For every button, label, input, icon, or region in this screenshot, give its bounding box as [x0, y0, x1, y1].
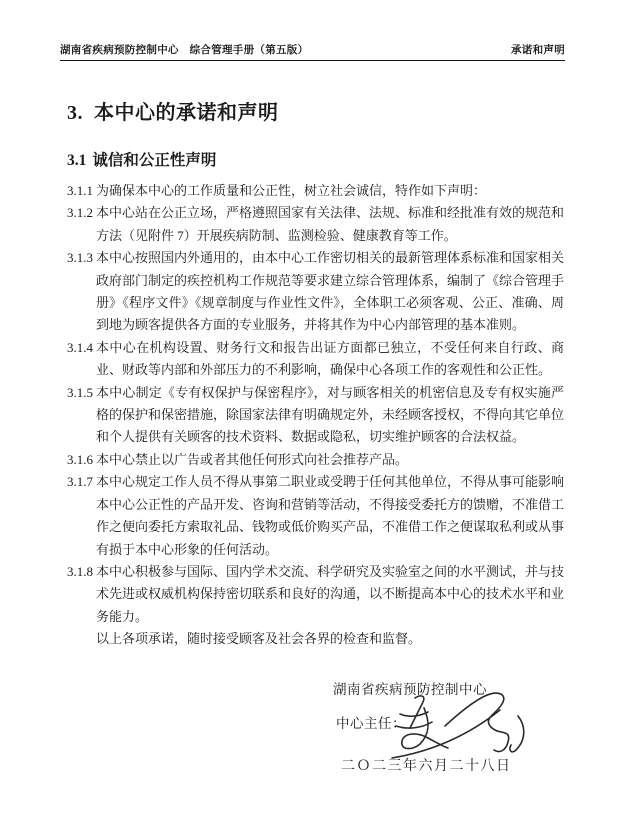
- item-text: 本中心禁止以广告或者其他任何形式向社会推荐产品。: [96, 451, 409, 467]
- director-signature-handwriting: [390, 688, 532, 764]
- section-heading-text: 诚信和公正性声明: [92, 152, 217, 169]
- chapter-title-text: 本中心的承诺和声明: [94, 102, 279, 124]
- declaration-item: [67, 449, 564, 471]
- signature-date: 二Ｏ二三年六月二十八日: [341, 759, 512, 774]
- page-header: [60, 42, 565, 61]
- item-number: 3.1.8: [67, 563, 93, 579]
- item-number: 3.1.5: [67, 384, 93, 400]
- closing-statement: 以上各项承诺，随时接受顾客及社会各界的检查和监督。: [96, 631, 422, 647]
- section-heading: [67, 151, 564, 171]
- declaration-item: [67, 180, 564, 202]
- item-number: 3.1.2: [67, 205, 93, 221]
- item-text: 本中心规定工作人员不得从事第二职业或受聘于任何其他单位，不得从事可能影响本中心公正性的产品开发、咨询和营销等活动，不得接受委托方的馈赠，不准借工作之便向委托方索取礼品、钱物或低价购买产品，不准借工作之便谋取私利或从事有损于本中心形象的任何活动。: [96, 474, 565, 557]
- signature-organization: 湖南省疾病预防控制中心: [333, 682, 487, 697]
- header-manual-title: 湖南省疾病预防控制中心 综合管理手册（第五版）: [60, 45, 309, 56]
- item-text: 本中心制定《专有权保护与保密程序》，对与顾客相关的机密信息及专有权实施严格的保护和保密措施，除国家法律有明确规定外，未经顾客授权，不得向其它单位和个人提供有关顾客的技术资料、数据或隐私，切实维护顾客的合法权益。: [96, 384, 565, 445]
- item-text: 为确保本中心的工作质量和公正性，树立社会诚信，特作如下声明：: [96, 183, 487, 198]
- section-number: 3.1: [67, 152, 87, 169]
- declaration-item: [67, 471, 564, 561]
- page-content: [67, 100, 564, 651]
- item-number: 3.1.3: [67, 250, 93, 266]
- header-chapter-label: 承诺和声明: [511, 45, 565, 56]
- chapter-title: [67, 100, 564, 126]
- item-text: 本中心在机构设置、财务行文和报告出证方面都已独立，不受任何来自行政、商业、财政等内部和外部压力的不利影响，确保中心各项工作的客观性和公正性。: [96, 339, 564, 378]
- declaration-item: [67, 337, 564, 382]
- declaration-item: [67, 247, 564, 337]
- chapter-number: 3.: [67, 102, 83, 124]
- item-text: 本中心积极参与国际、国内学术交流、科学研究及实验室之间的水平测试，并与技术先进或权威机构保持密切联系和良好的沟通，以不断提高本中心的技术水平和业务能力。: [96, 563, 565, 624]
- declaration-item: [67, 561, 564, 628]
- declaration-item: [67, 382, 564, 449]
- declaration-item: [67, 202, 564, 247]
- item-number: 3.1.1: [67, 183, 93, 198]
- item-number: 3.1.4: [67, 339, 93, 355]
- signature-role-label: 中心主任：: [336, 716, 406, 731]
- item-number: 3.1.6: [67, 451, 93, 467]
- item-text: 本中心站在公正立场，严格遵照国家有关法律、法规、标准和经批准有效的规范和方法（见附件 7）开展疾病防制、监测检验、健康教育等工作。: [96, 205, 565, 243]
- item-number: 3.1.7: [67, 474, 93, 490]
- item-text: 本中心按照国内外通用的，由本中心工作密切相关的最新管理体系标准和国家相关政府部门制定的疾控机构工作规范等要求建立综合管理体系，编制了《综合管理手册》《程序文件》《规章制度与作业性文件》，全体职工必须客观、公正、准确、周到地为顾客提供各方面的专业服务，并将其作为中心内部管理的基本准则。: [96, 250, 565, 333]
